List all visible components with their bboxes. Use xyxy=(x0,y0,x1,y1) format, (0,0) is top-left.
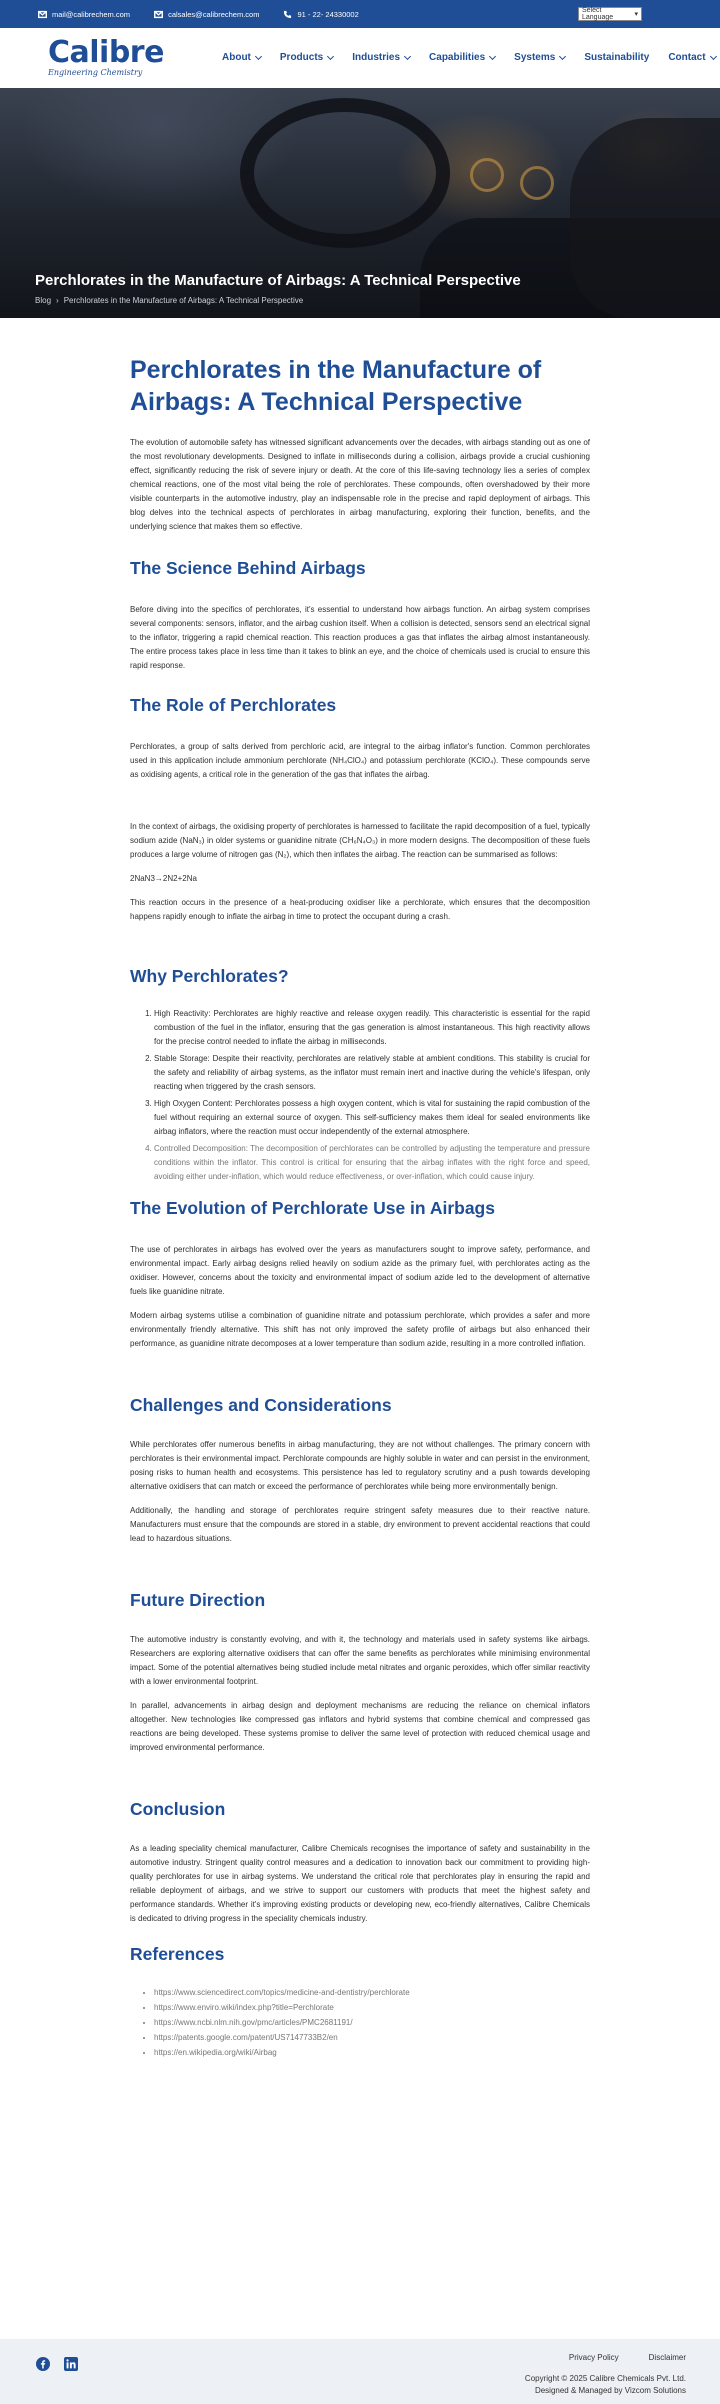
footer xyxy=(0,2339,720,2404)
nav-item-industries[interactable] xyxy=(352,52,410,63)
list-item: 1. High Reactivity: Perchlorates are highly reactive and release oxygen readily. This characteristic is essential for the rapid combustion of the fuel in the inflator, ensuring that the gas generation is almost instantaneous. This high reactivity allows for the precise control needed to inflate the airbag in milliseconds. xyxy=(154,1007,590,1049)
nav-item-sustainability[interactable] xyxy=(584,52,649,63)
hero-steering-wheel-shape xyxy=(240,98,450,248)
reference-link[interactable]: • https://en.wikipedia.org/wiki/Airbag xyxy=(154,2045,590,2060)
evolution-paragraph-2: Modern airbag systems utilise a combination of guanidine nitrate and potassium perchlorate, which provides a safer and more environmentally friendly alternative. This shift has not only improved the safety profile of airbags but also enhanced their performance, as guanidine nitrate decomposes at a lower temperature than sodium azide, resulting in a more controlled inflation. xyxy=(130,1311,590,1348)
nav-item-label: About xyxy=(222,52,251,63)
privacy-policy-link[interactable]: Privacy Policy xyxy=(568,2353,619,2362)
chevron-down-icon xyxy=(559,52,566,59)
nav-item-label: Products xyxy=(279,52,324,63)
role-paragraph-1: Perchlorates, a group of salts derived from perchloric acid, are integral to the airbag inflator's function. Common perchlorates used in this application include ammonium perchlorate (NH₄ClO₄) and potassium perchlorate (KClO₄). These compounds serve as oxidising agents, a critical role in the generation of the gas that inflates the airbag. xyxy=(130,742,590,779)
reference-link[interactable]: • https://patents.google.com/patent/US7147733B2/en xyxy=(154,2030,590,2045)
future-paragraph-1: The automotive industry is constantly evolving, and with it, the technology and materials used in safety systems like airbags. Researchers are exploring alternative oxidisers that can offer the same benefits as perchlorates while minimising environmental impact. Some of the potential alternatives being studied include metal nitrates and organic peroxides, which offer similar reactivity with a lower environmental footprint. xyxy=(130,1635,590,1686)
reaction-equation: 2NaN3→2N2+2Na xyxy=(130,874,197,883)
phone-contact[interactable] xyxy=(283,10,358,19)
section-heading-future: Future Direction xyxy=(130,1590,266,1610)
footer-links xyxy=(539,2353,686,2362)
hero-gauge-shape xyxy=(520,166,554,200)
section-heading-science: The Science Behind Airbags xyxy=(130,558,366,578)
nav-item-label: Capabilities xyxy=(429,52,486,63)
breadcrumb-current: Perchlorates in the Manufacture of Airbags: A Technical Perspective xyxy=(63,296,304,305)
main-nav xyxy=(0,28,720,88)
list-item: 4. Controlled Decomposition: The decomposition of perchlorates can be controlled by adjusting the temperature and pressure conditions within the inflator. This control is critical for ensuring that the airbag inflates with the right force and speed, avoiding either under-inflation, which would reduce effectiveness, or over-inflation, which could cause injury. xyxy=(154,1142,590,1184)
nav-item-label: Systems xyxy=(514,52,556,63)
phone-icon xyxy=(283,10,292,19)
mail-icon xyxy=(38,10,47,19)
challenges-paragraph-2: Additionally, the handling and storage of perchlorates require stringent safety measures due to their reactive nature. Manufacturers must ensure that the compounds are stored in a stable, dry environment to prevent accidental reactions that could lead to hazardous situations. xyxy=(130,1506,590,1543)
sales-email-link[interactable]: calsales@calibrechem.com xyxy=(168,9,260,19)
challenges-paragraph-1: While perchlorates offer numerous benefits in airbag manufacturing, they are not without challenges. The primary concern with perchlorates is their environmental impact. Perchlorate compounds are highly soluble in water and can persist in the environment, posing risks to human health and ecosystems. This persistence has led to regulatory scrutiny and a push towards developing alternative oxidisers that can match or exceed the performance of perchlorates while being more environmentally benign. xyxy=(130,1440,590,1491)
breadcrumb-home[interactable]: Blog xyxy=(35,296,52,305)
logo[interactable] xyxy=(48,35,164,77)
list-item: 2. Stable Storage: Despite their reactivity, perchlorates are relatively stable at ambient conditions. This stability is crucial for the safety and reliability of airbag systems, as the inflator must remain inert and inactive during the vehicle's lifespan, only reacting when triggered by the crash sensors. xyxy=(154,1052,590,1094)
logo-tagline: Engineering Chemistry xyxy=(48,68,143,77)
nav-item-label: Contact xyxy=(668,52,706,63)
section-heading-why: Why Perchlorates? xyxy=(130,966,289,986)
facebook-icon[interactable] xyxy=(36,2357,50,2371)
conclusion-paragraph: As a leading speciality chemical manufacturer, Calibre Chemicals recognises the importance of safety and sustainability in the automotive industry. Stringent quality control measures and a dedication to innovation back our commitment to providing high-quality perchlorates for use in airbag systems. We understand the critical role that perchlorates play in ensuring the rapid and reliable deployment of airbags, and we strive to support our customers with products that meet the highest safety and performance standards. Whether it's improving existing products or developing new, eco-friendly alternatives, Calibre Chemicals is dedicated to driving progress in the speciality chemicals industry. xyxy=(130,1844,590,1923)
hero-title: Perchlorates in the Manufacture of Airbags: A Technical Perspective xyxy=(35,272,521,289)
breadcrumb xyxy=(35,296,303,305)
email-contact[interactable] xyxy=(38,10,130,19)
sales-email-contact[interactable] xyxy=(154,10,259,19)
role-paragraph-2: In the context of airbags, the oxidising property of perchlorates is harnessed to facilitate the rapid decomposition of a fuel, typically sodium azide (NaN₃) in older systems or guanidine nitrate (CH₆N₄O₃) in more modern designs. The decomposition of these fuels produces a large volume of nitrogen gas (N₂), which then inflates the airbag. The reaction can be summarised as follows: xyxy=(130,822,590,859)
section-heading-challenges: Challenges and Considerations xyxy=(130,1395,392,1415)
article-title: Perchlorates in the Manufacture of Airbags: A Technical Perspective xyxy=(130,356,542,416)
article xyxy=(130,318,590,2060)
breadcrumb-separator: › xyxy=(56,296,59,305)
chevron-down-icon xyxy=(404,52,411,59)
section-heading-references: References xyxy=(130,1944,225,1964)
chevron-down-icon xyxy=(489,52,496,59)
nav-item-label: Industries xyxy=(352,52,401,63)
nav-item-contact[interactable] xyxy=(668,52,715,63)
logo-brand: Calibre xyxy=(48,35,164,70)
footer-copyright xyxy=(525,2373,686,2397)
disclaimer-link[interactable]: Disclaimer xyxy=(648,2353,686,2362)
nav-menu xyxy=(222,52,720,63)
science-paragraph: Before diving into the specifics of perchlorates, it's essential to understand how airbags function. An airbag system comprises several components: sensors, inflator, and the airbag cushion itself. When a collision is detected, sensors send an electrical signal to the inflator, triggering a rapid chemical reaction. This reaction produces a gas that inflates the airbag almost instantaneously. The entire process takes place in less time than it takes to blink an eye, and the choice of chemicals used is crucial to ensure this rapid response. xyxy=(130,605,590,670)
section-heading-conclusion: Conclusion xyxy=(130,1799,226,1819)
future-paragraph-2: In parallel, advancements in airbag design and deployment mechanisms are reducing the reliance on chemical inflators altogether. New technologies like compressed gas inflators and hybrid systems that combine chemical and compressed gas reactions are being developed. These systems promise to deliver the same level of protection with reduced chemical usage and improved environmental performance. xyxy=(130,1701,590,1752)
section-heading-role: The Role of Perchlorates xyxy=(130,695,337,715)
nav-item-products[interactable] xyxy=(280,52,333,63)
copyright-text: Copyright © 2025 Calibre Chemicals Pvt. Ltd. xyxy=(524,2374,686,2383)
mail-icon xyxy=(154,10,163,19)
role-paragraph-3: This reaction occurs in the presence of a heat-producing oxidiser like a perchlorate, which ensures that the decomposition happens rapidly enough to inflate the airbag in time to protect the occupant during a crash. xyxy=(130,898,590,921)
why-list xyxy=(130,1007,590,1184)
section-heading-evolution: The Evolution of Perchlorate Use in Airbags xyxy=(130,1198,495,1218)
reference-link[interactable]: • https://www.ncbi.nlm.nih.gov/pmc/articles/PMC2681191/ xyxy=(154,2015,590,2030)
top-bar xyxy=(0,0,720,28)
chevron-down-icon xyxy=(327,52,334,59)
credit-text[interactable]: Designed & Managed by Vizcom Solutions xyxy=(534,2386,686,2395)
chevron-down-icon xyxy=(710,52,717,59)
phone-number[interactable]: 91 - 22- 24330002 xyxy=(297,9,359,19)
evolution-paragraph-1: The use of perchlorates in airbags has evolved over the years as manufacturers sought to improve safety, performance, and environmental impact. Early airbag designs relied heavily on sodium azide as the primary fuel, with perchlorates acting as the oxidiser. However, concerns about the toxicity and environmental impact of sodium azide led to the development of alternative fuels like guanidine nitrate. xyxy=(130,1245,590,1296)
intro-paragraph: The evolution of automobile safety has witnessed significant advancements over the decades, with airbags standing out as one of the most revolutionary developments. Designed to inflate in milliseconds during a collision, airbags provide a crucial cushioning effect, significantly reducing the risk of severe injury or death. At the core of this life-saving technology lies a series of complex chemical reactions, one of the most vital being the role of perchlorates. These compounds, often overshadowed by their more visible counterparts in the automotive industry, play an indispensable role in the precise and rapid deployment of airbags. This blog delves into the technical aspects of perchlorates in airbag manufacturing, exploring their function, benefits, and the underlying science that makes them so effective. xyxy=(130,438,590,531)
language-select-label: Select Language xyxy=(582,7,614,21)
email-link[interactable]: mail@calibrechem.com xyxy=(52,9,131,19)
nav-item-label: Sustainability xyxy=(584,52,650,63)
select-arrow-icon: ▾ xyxy=(634,11,638,18)
hero-gauge-shape xyxy=(470,158,504,192)
list-item: 3. High Oxygen Content: Perchlorates possess a high oxygen content, which is vital for sustaining the rapid combustion of the fuel without requiring an external source of oxygen. This self-sufficiency makes them ideal for sealed environments like airbag inflators, where the reaction must occur independently of the external atmosphere. xyxy=(154,1097,590,1139)
language-select[interactable] xyxy=(578,7,642,21)
nav-item-capabilities[interactable] xyxy=(429,52,495,63)
nav-item-about[interactable] xyxy=(222,52,261,63)
hero-seat-shape xyxy=(570,118,720,318)
hero-banner xyxy=(0,88,720,318)
chevron-down-icon xyxy=(255,52,262,59)
reference-link[interactable]: • https://www.enviro.wiki/index.php?title=Perchlorate xyxy=(154,2000,590,2015)
nav-item-systems[interactable] xyxy=(514,52,565,63)
reference-link[interactable]: • https://www.sciencedirect.com/topics/medicine-and-dentistry/perchlorate xyxy=(154,1985,590,2000)
social-links xyxy=(36,2357,92,2371)
references-list xyxy=(130,1985,590,2060)
linkedin-icon[interactable] xyxy=(64,2357,78,2371)
